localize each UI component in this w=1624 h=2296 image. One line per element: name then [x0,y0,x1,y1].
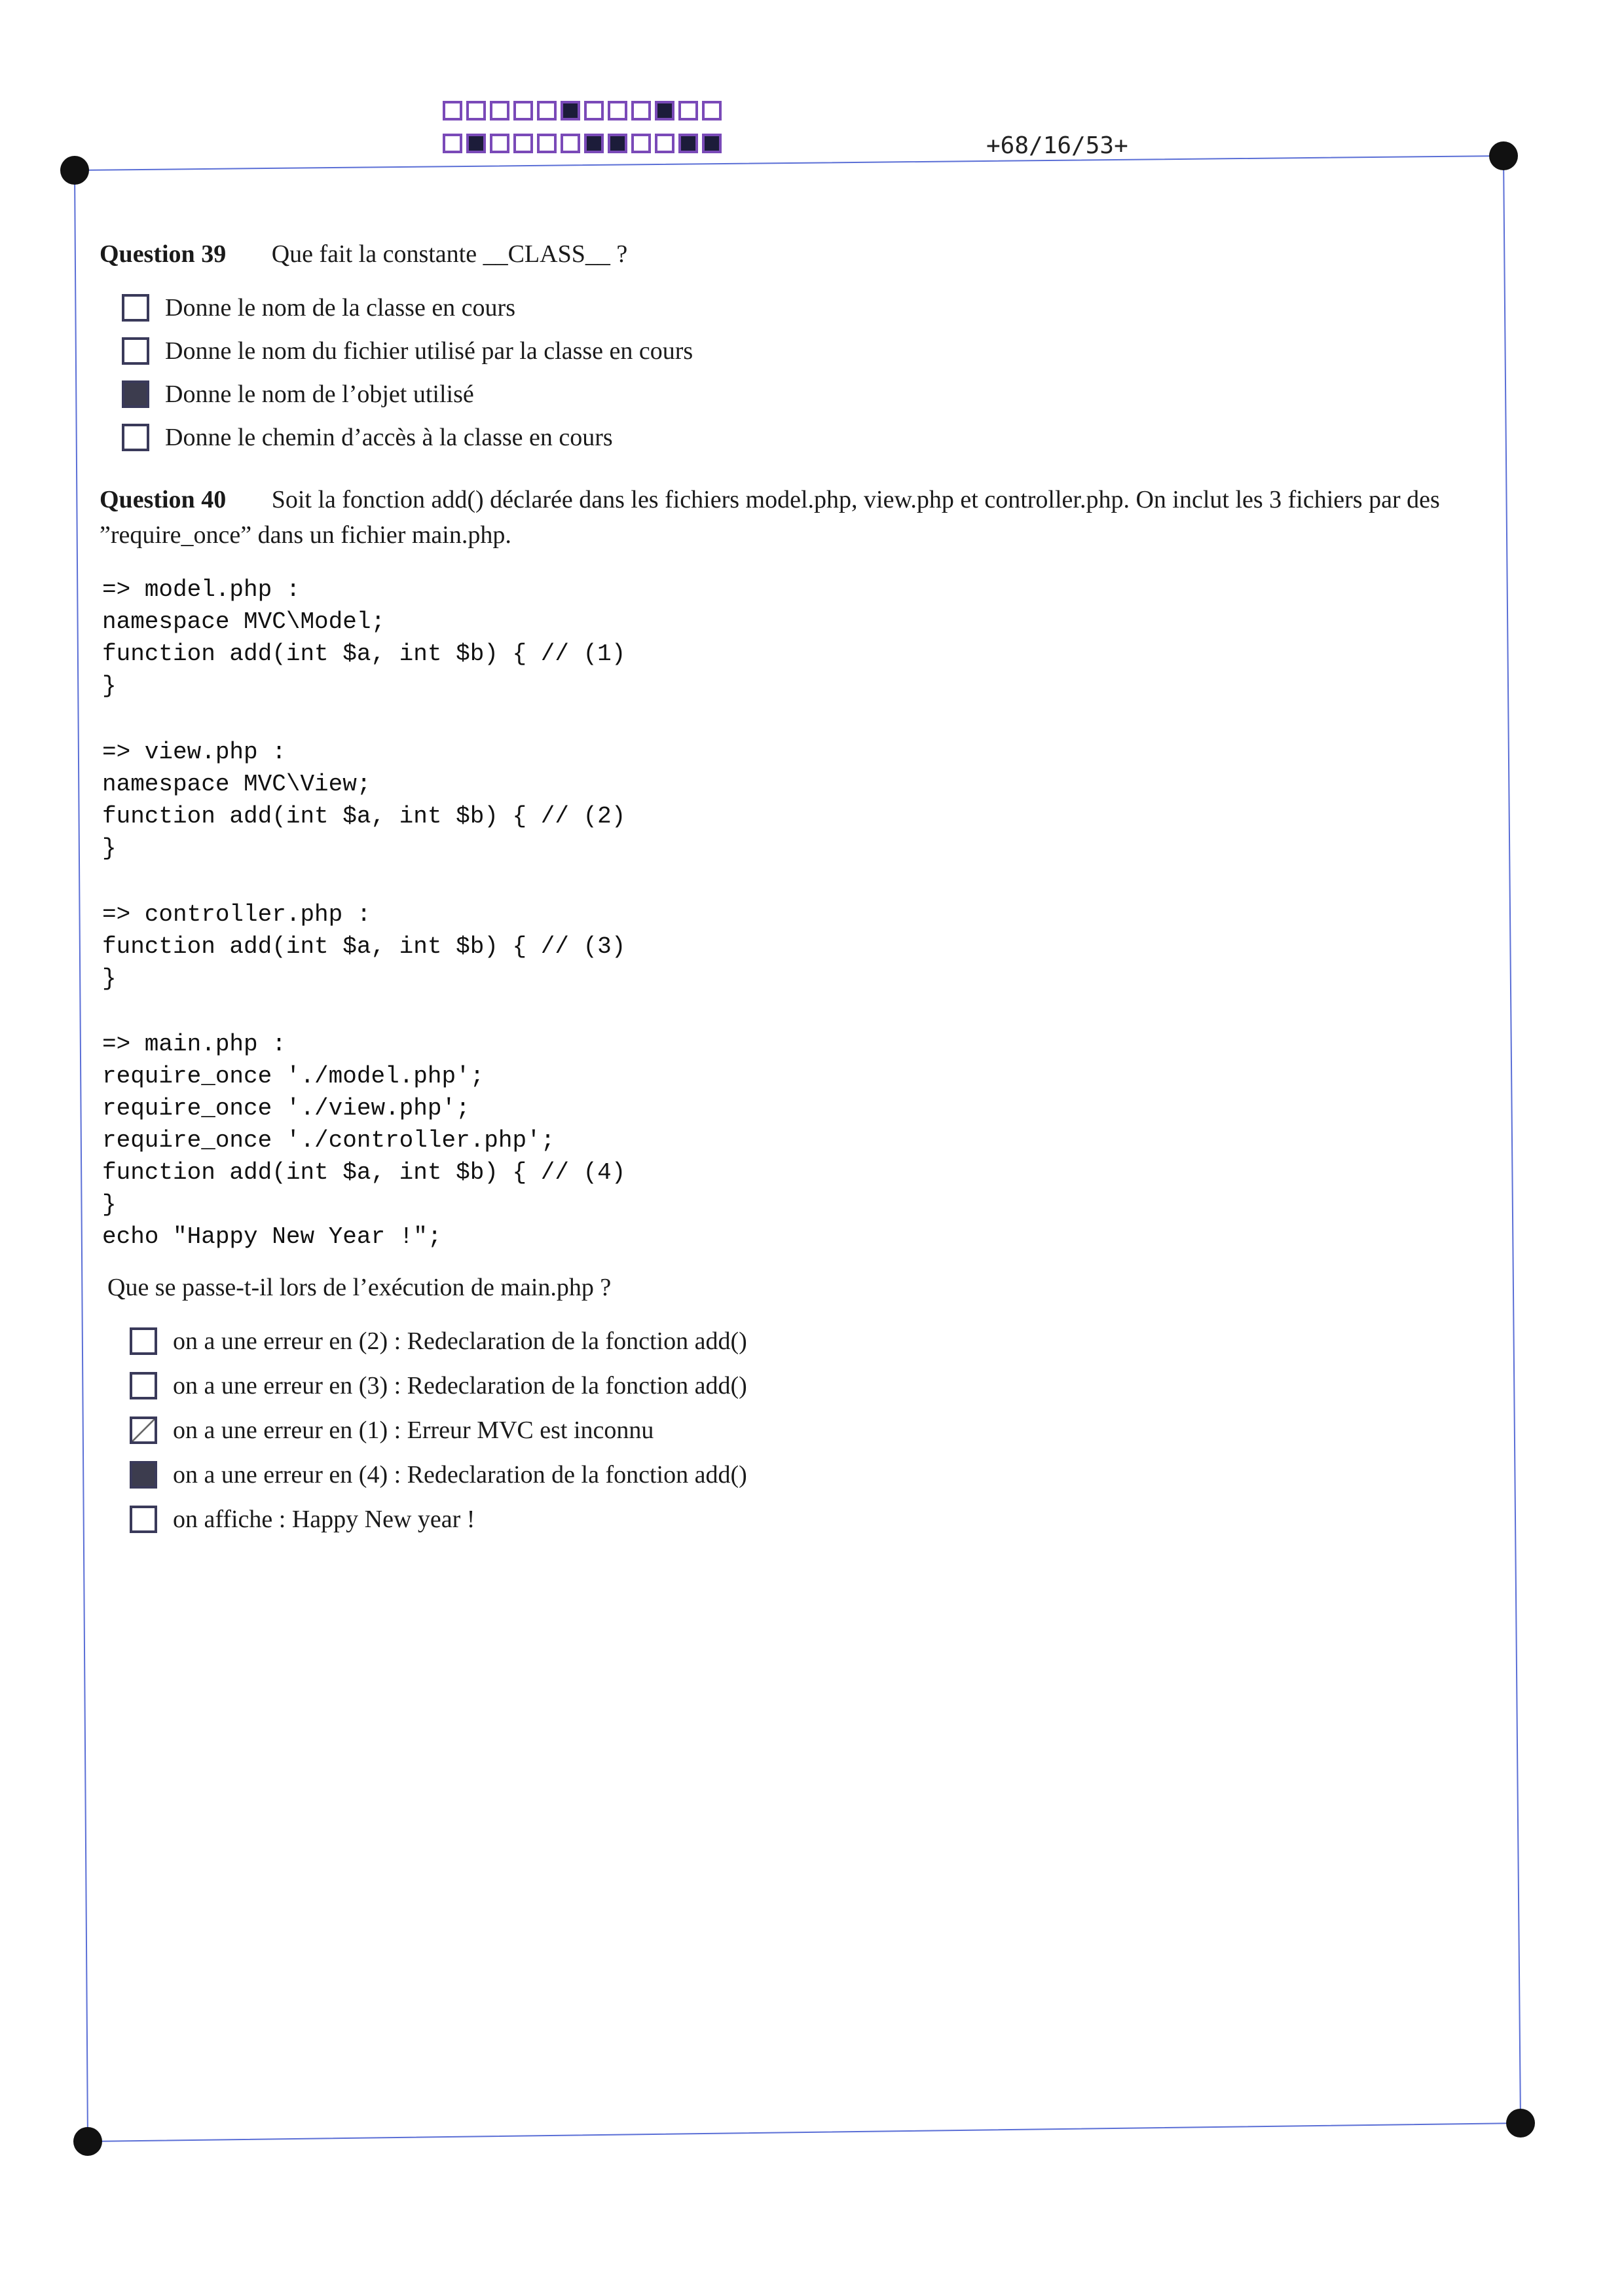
row2-cell-12 [702,134,722,153]
q39-answer-2-text: Donne le nom du fichier utilisé par la classe en cours [165,337,693,365]
q39-answer-1-text: Donne le nom de la classe en cours [165,294,515,322]
q40-answer-2-text: on a une erreur en (3) : Redeclaration de la fonction add() [173,1372,747,1399]
row2-cell-1 [443,134,462,153]
row2-cell-3 [490,134,509,153]
q40-checkbox-5[interactable] [130,1506,157,1533]
code-model: => model.php : namespace MVC\Model; function add(int $a, int $b) { // (1) } [102,576,626,699]
q40-checkbox-1[interactable] [130,1327,157,1355]
q40-answer-1-text: on a une erreur en (2) : Redeclaration de la fonction add() [173,1327,747,1355]
row1-cell-3 [490,101,509,120]
question-40-header [100,482,1488,553]
q39-checkbox-1[interactable] [122,294,149,322]
q40-answer-4-text: on a une erreur en (4) : Redeclaration de la fonction add() [173,1461,747,1489]
row1-cell-2 [466,101,486,120]
row2-cell-9 [631,134,651,153]
row2-cell-4 [513,134,533,153]
row1-cell-6 [561,101,580,120]
question-39-label: Question 39 [100,240,227,268]
row2-cell-11 [678,134,698,153]
question-39-text: Que fait la constante __CLASS__ ? [271,240,628,268]
question-40-text: Soit la fonction add() déclarée dans les fichiers model.php, view.php et controller.php. On inclut les 3 fichiers par des ”require_once” dans un fichier main.php. [100,486,1440,549]
q39-checkbox-3[interactable] [122,380,149,408]
row2-cell-8 [608,134,627,153]
q40-answer-1[interactable] [130,1327,747,1356]
row1-cell-7 [584,101,604,120]
q40-answer-2[interactable] [130,1371,747,1400]
row1-cell-1 [443,101,462,120]
corner-marker-top-left [60,156,89,185]
question-40-label: Question 40 [100,486,227,513]
row1-cell-11 [678,101,698,120]
row1-cell-8 [608,101,627,120]
q39-checkbox-2[interactable] [122,337,149,365]
row1-cell-12 [702,101,722,120]
q39-answer-3-text: Donne le nom de l’objet utilisé [165,380,474,408]
corner-marker-top-right [1489,141,1518,170]
code-view: => view.php : namespace MVC\View; function add(int $a, int $b) { // (2) } [102,739,626,862]
q39-answer-4[interactable] [122,423,613,452]
q39-answer-4-text: Donne le chemin d’accès à la classe en cours [165,424,613,451]
code-main: => main.php : require_once './model.php'; require_once './view.php'; require_once './controller.php'; function add(int $a, int $b) { // (4) } echo "Happy New Year !"; [102,1031,626,1250]
row2-cell-2 [466,134,486,153]
row2-cell-7 [584,134,604,153]
q40-checkbox-4[interactable] [130,1461,157,1489]
q39-answer-1[interactable] [122,293,515,322]
q40-answer-3[interactable] [130,1416,654,1445]
corner-marker-bottom-left [73,2127,102,2156]
row2-cell-10 [655,134,674,153]
corner-marker-bottom-right [1506,2109,1535,2138]
q39-answer-2[interactable] [122,337,693,365]
row2-cell-5 [537,134,557,153]
q40-answer-4[interactable] [130,1460,747,1489]
q40-checkbox-2[interactable] [130,1372,157,1399]
row1-cell-4 [513,101,533,120]
row2-cell-6 [561,134,580,153]
question-39-header [100,240,627,268]
row1-cell-10 [655,101,674,120]
q39-answer-3[interactable] [122,380,474,409]
q40-answer-5[interactable] [130,1505,475,1534]
row1-cell-5 [537,101,557,120]
q40-answer-5-text: on affiche : Happy New year ! [173,1506,475,1533]
q40-checkbox-3[interactable] [130,1416,157,1444]
id-code-row-2 [443,134,726,153]
code-controller: => controller.php : function add(int $a, int $b) { // (3) } [102,901,626,992]
id-code-row-1 [443,101,726,120]
q40-answer-3-text: on a une erreur en (1) : Erreur MVC est inconnu [173,1416,654,1444]
row1-cell-9 [631,101,651,120]
question-40-prompt: Que se passe-t-il lors de l’exécution de main.php ? [107,1274,612,1301]
exam-id: +68/16/53+ [986,132,1128,159]
q39-checkbox-4[interactable] [122,424,149,451]
